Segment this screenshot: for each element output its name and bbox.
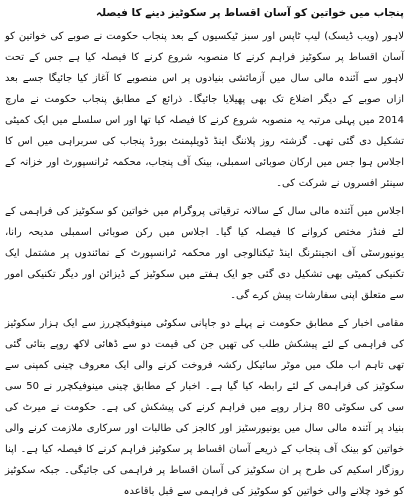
article-paragraph: مقامی اخبار کے مطابق حکومت نے پہلے دو جاپانی سکوٹی مینوفیکچررز سے ایک ہزار سکوٹیز کی فراہمی کے لئے پیشکش طلب کی تھیں جن کی قیمت دو سے ڈھائی لاکھ روپے بتائی گئی تھی تاہم اب ملک میں موٹر سائیکل رکشہ فروخت کرنے والی ایک معروف چینی کمپنی سے سکوٹیز کی فراہمی کے لئے رابطہ کیا گیا ہے۔ اخبار کے مطابق چینی مینوفیکچرر نے 50 سی سی کی سکوٹی 80 ہزار روپے میں فراہم کرنے کی پیشکش کی ہے۔ حکومت نے میرٹ کی بنیاد پر آئندہ مالی سال میں یونیورسٹیز اور کالجز کی طالبات اور سرکاری ملازمت کرنے والی خواتین کو بینک آف پنجاب کے ذریعے آسان اقساط پر سکوٹیز فراہم کرنے کا فیصلہ کیا ہے۔ اپنا روزگار اسکیم کی طرح پر ان سکوٹیز کی آسان اقساط پر فراہمی کی جائیگی۔ جبکہ سکوٹیز کو خود چلانے والی خواتین کو سکوٹیز کی فراہمی سے قبل باقاعدہ [5, 318, 405, 497]
article-paragraph: لاہور (ویب ڈیسک) لیپ ٹاپس اور سبز ٹیکسیوں کے بعد پنجاب حکومت نے صوبے کی خواتین کو آسان اقساط پر سکوٹیز فراہم کرنے کا منصوبہ شروع کرنے کا فیصلہ کیا ہے جس کے تحت لاہور سے آئندہ مالی سال میں آزمائشی بنیادوں پر اس منصوبے کا آغاز کیا جائیگا جسے بعد ازاں صوبے کے دیگر اضلاع تک بھی پھیلایا جائیگا۔ ذرائع کے مطابق پنجاب حکومت نے مارچ 2014 میں پہلی مرتبہ یہ منصوبہ شروع کرنے کا فیصلہ کیا تھا اور اس سلسلے میں ایک کمیٹی تشکیل دی گئی تھی۔ گزشتہ روز پلاننگ اینڈ ڈویلپمنٹ بورڈ پنجاب کی سربراہی میں اس کا اجلاس ہوا جس میں ارکان صوبائی اسمبلی، بینک آف پنجاب، محکمہ ٹرانسپورٹ اور خزانہ کے سینئر افسروں نے شرکت کی۔ [5, 31, 404, 189]
article-paragraph: اجلاس میں آئندہ مالی سال کے سالانہ ترقیاتی پروگرام میں خواتین کو سکوٹیز کی فراہمی کے لئے فنڈز مختص کروانے کا فیصلہ کیا گیا۔ اجلاس میں رکن صوبائی اسمبلی مدیحہ رانا، یونیورسٹی آف انجینئرنگ اینڈ ٹیکنالوجی اور محکمہ ٹرانسپورٹ کے نمائندوں پر مشتمل ایک تکنیکی کمیٹی بھی تشکیل دی گئی جو ایک ہفتے میں سکوٹیز کے ڈیزائن اور دیگر تکنیکی امور سے متعلق اپنی سفارشات پیش کرے گی۔ [5, 206, 404, 301]
article-headline: پنجاب میں خواتین کو آسان اقساط پر سکوٹیز دینے کا فیصلہ [95, 7, 404, 19]
